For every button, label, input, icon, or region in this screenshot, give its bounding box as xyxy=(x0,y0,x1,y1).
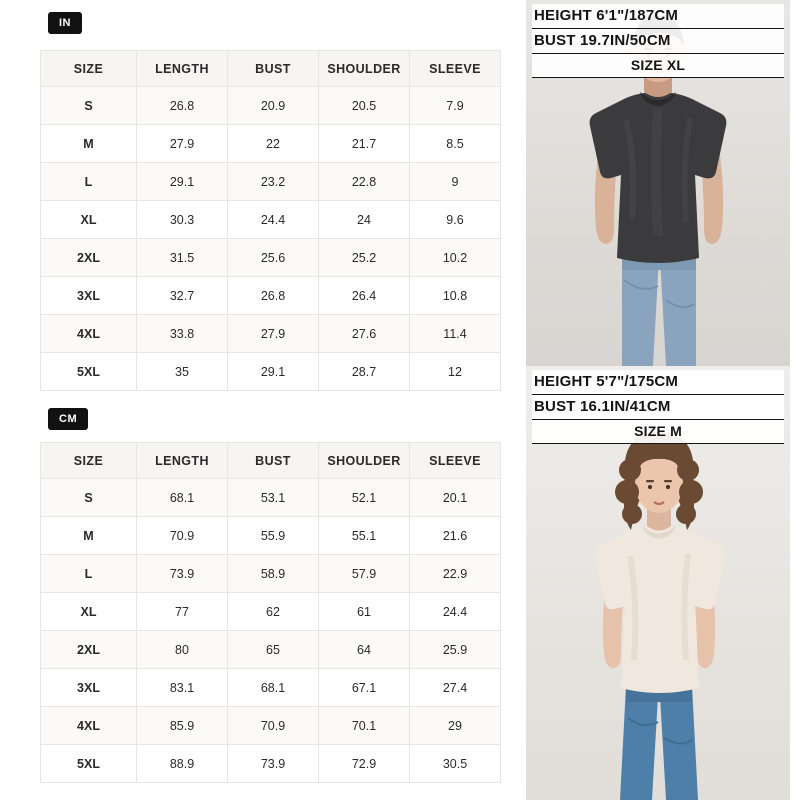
table-row xyxy=(41,277,501,315)
table-row xyxy=(41,479,501,517)
cell-bust: 53.1 xyxy=(228,479,319,517)
cell-bust: 25.6 xyxy=(228,239,319,277)
cell-length: 32.7 xyxy=(137,277,228,315)
cell-shoulder: 72.9 xyxy=(319,745,410,783)
cell-bust: 22 xyxy=(228,125,319,163)
cell-sleeve: 9 xyxy=(410,163,501,201)
cell-size: 2XL xyxy=(41,631,137,669)
cell-bust: 65 xyxy=(228,631,319,669)
table-row xyxy=(41,555,501,593)
cell-shoulder: 57.9 xyxy=(319,555,410,593)
cell-size: 3XL xyxy=(41,277,137,315)
column-header-sleeve: SLEEVE xyxy=(410,51,501,87)
cell-sleeve: 10.8 xyxy=(410,277,501,315)
table-row xyxy=(41,517,501,555)
cell-length: 88.9 xyxy=(137,745,228,783)
female-size-label: SIZE M xyxy=(532,420,784,444)
table-header-row xyxy=(41,51,501,87)
cell-size: XL xyxy=(41,593,137,631)
female-spec-block xyxy=(526,366,790,444)
cell-length: 73.9 xyxy=(137,555,228,593)
cell-bust: 23.2 xyxy=(228,163,319,201)
male-spec-block xyxy=(526,0,790,78)
model-photos-column xyxy=(512,0,800,800)
cell-bust: 58.9 xyxy=(228,555,319,593)
cell-length: 77 xyxy=(137,593,228,631)
cell-sleeve: 12 xyxy=(410,353,501,391)
table-row xyxy=(41,239,501,277)
female-height-label: HEIGHT 5'7"/175CM xyxy=(532,370,784,395)
table-row xyxy=(41,669,501,707)
size-table-centimeters xyxy=(40,442,501,783)
column-header-size: SIZE xyxy=(41,51,137,87)
cell-length: 26.8 xyxy=(137,87,228,125)
female-bust-label: BUST 16.1IN/41CM xyxy=(532,395,784,420)
cell-sleeve: 30.5 xyxy=(410,745,501,783)
cell-length: 70.9 xyxy=(137,517,228,555)
cell-bust: 20.9 xyxy=(228,87,319,125)
cell-shoulder: 52.1 xyxy=(319,479,410,517)
cell-size: 5XL xyxy=(41,745,137,783)
cell-shoulder: 64 xyxy=(319,631,410,669)
cell-bust: 62 xyxy=(228,593,319,631)
cell-shoulder: 21.7 xyxy=(319,125,410,163)
cell-size: 4XL xyxy=(41,707,137,745)
column-header-length: LENGTH xyxy=(137,51,228,87)
cell-bust: 73.9 xyxy=(228,745,319,783)
table-row xyxy=(41,593,501,631)
table-row xyxy=(41,163,501,201)
cell-sleeve: 21.6 xyxy=(410,517,501,555)
column-header-bust: BUST xyxy=(228,443,319,479)
column-header-bust: BUST xyxy=(228,51,319,87)
cell-size: S xyxy=(41,479,137,517)
table-row xyxy=(41,707,501,745)
cell-length: 33.8 xyxy=(137,315,228,353)
column-header-shoulder: SHOULDER xyxy=(319,51,410,87)
cell-length: 31.5 xyxy=(137,239,228,277)
column-header-sleeve: SLEEVE xyxy=(410,443,501,479)
cell-shoulder: 25.2 xyxy=(319,239,410,277)
column-header-shoulder: SHOULDER xyxy=(319,443,410,479)
cell-shoulder: 70.1 xyxy=(319,707,410,745)
male-model-card xyxy=(526,0,790,366)
cell-sleeve: 8.5 xyxy=(410,125,501,163)
cell-size: L xyxy=(41,163,137,201)
male-height-label: HEIGHT 6'1"/187CM xyxy=(532,4,784,29)
table-row xyxy=(41,125,501,163)
unit-badge-in-label: IN xyxy=(48,12,82,34)
cell-shoulder: 20.5 xyxy=(319,87,410,125)
unit-badge-cm xyxy=(48,408,88,430)
unit-badge-in xyxy=(48,12,82,34)
cell-shoulder: 22.8 xyxy=(319,163,410,201)
column-header-length: LENGTH xyxy=(137,443,228,479)
cell-bust: 27.9 xyxy=(228,315,319,353)
cell-length: 68.1 xyxy=(137,479,228,517)
cell-sleeve: 11.4 xyxy=(410,315,501,353)
cell-shoulder: 24 xyxy=(319,201,410,239)
cell-shoulder: 67.1 xyxy=(319,669,410,707)
cell-shoulder: 28.7 xyxy=(319,353,410,391)
cell-length: 30.3 xyxy=(137,201,228,239)
cell-sleeve: 7.9 xyxy=(410,87,501,125)
cell-shoulder: 55.1 xyxy=(319,517,410,555)
table-row xyxy=(41,353,501,391)
cell-sleeve: 10.2 xyxy=(410,239,501,277)
cell-sleeve: 25.9 xyxy=(410,631,501,669)
table-row xyxy=(41,87,501,125)
cell-bust: 24.4 xyxy=(228,201,319,239)
cell-shoulder: 26.4 xyxy=(319,277,410,315)
cell-size: M xyxy=(41,125,137,163)
cell-bust: 55.9 xyxy=(228,517,319,555)
cell-length: 85.9 xyxy=(137,707,228,745)
size-table-inches xyxy=(40,50,501,391)
table-row xyxy=(41,201,501,239)
cell-shoulder: 27.6 xyxy=(319,315,410,353)
cell-bust: 70.9 xyxy=(228,707,319,745)
cell-size: 5XL xyxy=(41,353,137,391)
cell-sleeve: 20.1 xyxy=(410,479,501,517)
cell-length: 80 xyxy=(137,631,228,669)
cell-bust: 26.8 xyxy=(228,277,319,315)
cell-size: 2XL xyxy=(41,239,137,277)
cell-sleeve: 29 xyxy=(410,707,501,745)
cell-size: 3XL xyxy=(41,669,137,707)
female-model-card xyxy=(526,366,790,800)
cell-shoulder: 61 xyxy=(319,593,410,631)
cell-sleeve: 27.4 xyxy=(410,669,501,707)
male-bust-label: BUST 19.7IN/50CM xyxy=(532,29,784,54)
cell-bust: 29.1 xyxy=(228,353,319,391)
cell-sleeve: 22.9 xyxy=(410,555,501,593)
cell-size: L xyxy=(41,555,137,593)
table-header-row xyxy=(41,443,501,479)
table-row xyxy=(41,631,501,669)
cell-sleeve: 24.4 xyxy=(410,593,501,631)
cell-bust: 68.1 xyxy=(228,669,319,707)
table-row xyxy=(41,745,501,783)
cell-length: 29.1 xyxy=(137,163,228,201)
cell-size: M xyxy=(41,517,137,555)
unit-badge-cm-label: CM xyxy=(48,408,88,430)
cell-size: XL xyxy=(41,201,137,239)
cell-length: 35 xyxy=(137,353,228,391)
cell-sleeve: 9.6 xyxy=(410,201,501,239)
table-row xyxy=(41,315,501,353)
cell-size: S xyxy=(41,87,137,125)
male-size-label: SIZE XL xyxy=(532,54,784,78)
cell-length: 83.1 xyxy=(137,669,228,707)
cell-length: 27.9 xyxy=(137,125,228,163)
column-header-size: SIZE xyxy=(41,443,137,479)
cell-size: 4XL xyxy=(41,315,137,353)
